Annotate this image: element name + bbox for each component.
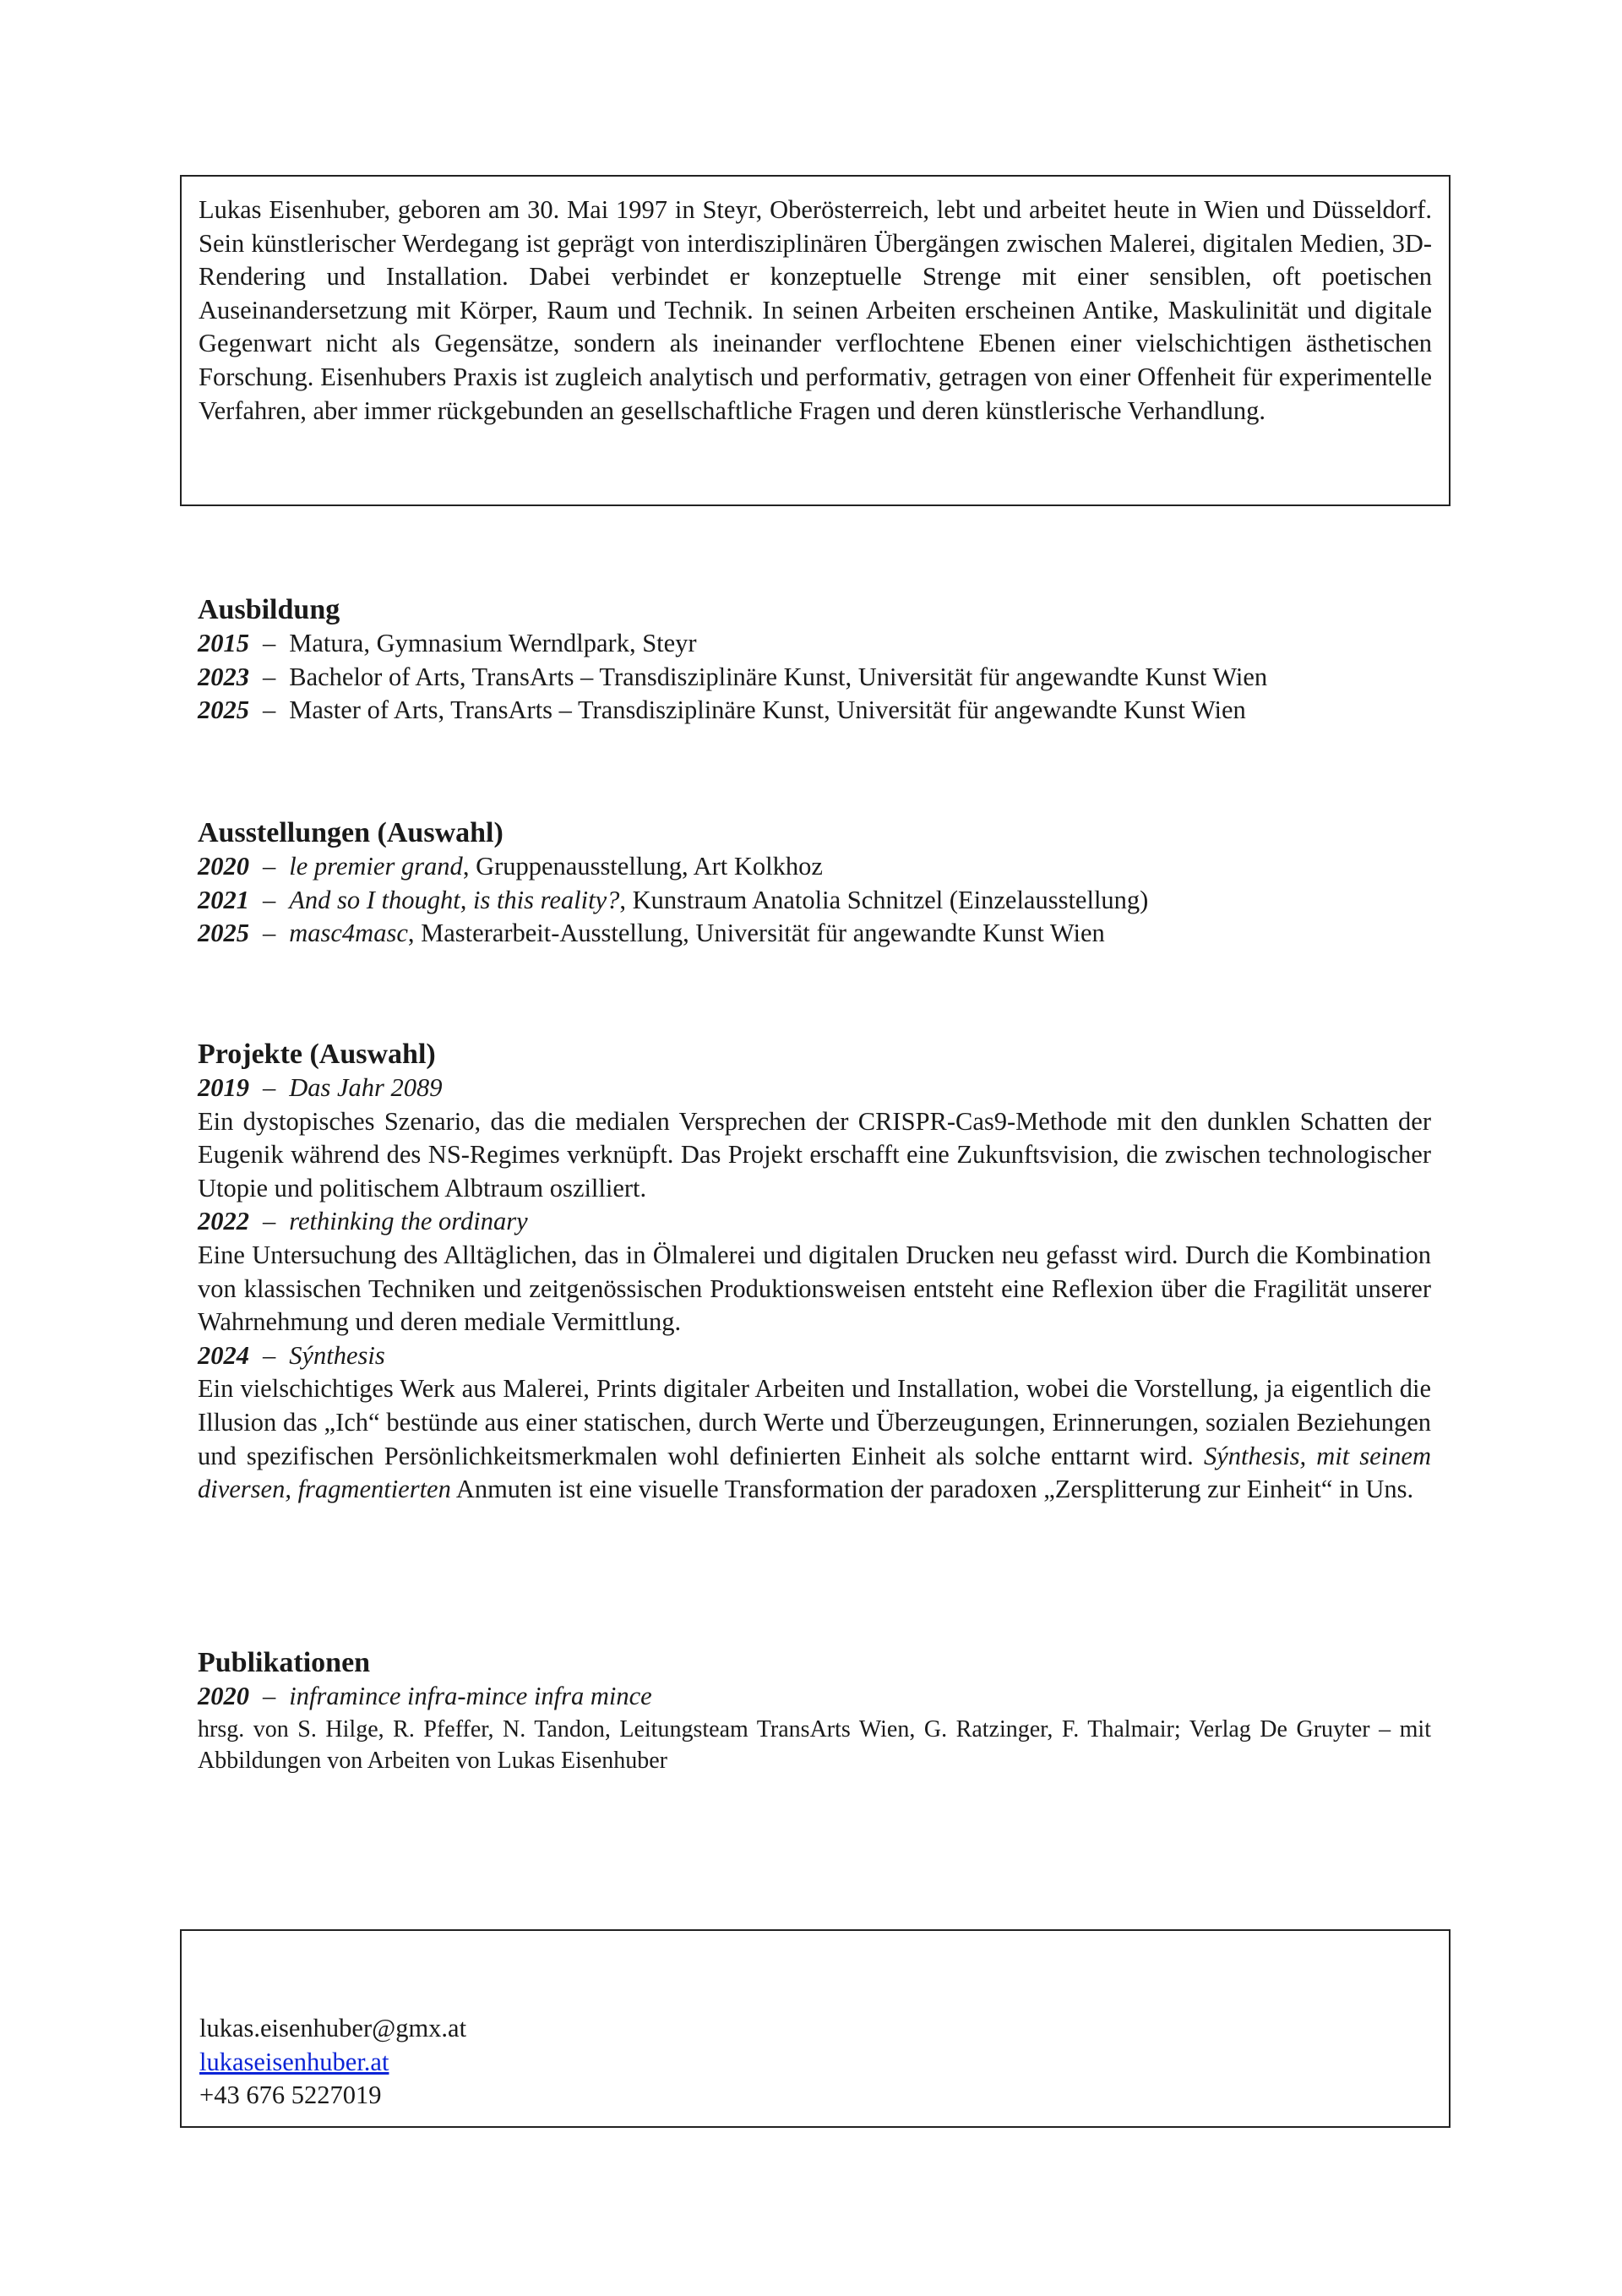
exhibition-title: le premier grand	[289, 852, 463, 881]
contact-website-link[interactable]: lukaseisenhuber.at	[199, 2047, 389, 2076]
project-description: Eine Untersuchung des Alltäglichen, das in Ölmalerei und digitalen Drucken neu gefasst wird. Durch die Kombination von klassischen Techniken und zeitgenössischen Produktionsweisen entsteht eine Reflexion über die Fragilität unserer Wahrnehmung und deren mediale Vermittlung.	[198, 1240, 1431, 1337]
project-description	[198, 1372, 1431, 1506]
project-header	[198, 1072, 1431, 1105]
exhibition-year: 2025	[198, 919, 249, 948]
separator-dash: –	[263, 1207, 276, 1236]
project-year: 2022	[198, 1207, 249, 1236]
separator-dash: –	[263, 919, 276, 948]
project-item	[198, 1339, 1431, 1507]
project-year: 2019	[198, 1073, 249, 1102]
publication-item	[198, 1680, 1431, 1776]
project-title: Das Jahr 2089	[289, 1073, 443, 1102]
biography-box	[180, 175, 1451, 506]
project-description-italic: Sýnthesis, mit seinem diversen, fragmentierten	[198, 1441, 1431, 1504]
education-item	[198, 627, 1431, 661]
separator-dash: –	[263, 662, 276, 691]
publication-description: hrsg. von S. Hilge, R. Pfeffer, N. Tandon, Leitungsteam TransArts Wien, G. Ratzinger, F. Thalmair; Verlag De Gruyter – mit Abbildungen von Arbeiten von Lukas Eisenhuber	[198, 1715, 1431, 1774]
projects-heading: Projekte (Auswahl)	[198, 1039, 436, 1070]
project-title: Sýnthesis	[289, 1340, 385, 1370]
education-year: 2025	[198, 695, 249, 725]
publication-header	[198, 1680, 1431, 1714]
exhibition-title: And so I thought, is this reality?	[289, 885, 620, 914]
contact-email[interactable]: lukas.eisenhuber@gmx.at	[199, 2014, 467, 2042]
publications-section	[198, 1646, 1431, 1776]
separator-dash: –	[263, 1073, 276, 1102]
contact-box	[180, 1929, 1451, 2128]
project-header	[198, 1205, 1431, 1239]
exhibition-text: , Kunstraum Anatolia Schnitzel (Einzelausstellung)	[619, 885, 1149, 914]
project-description-part: Anmuten ist eine visuelle Transformation der paradoxen „Zersplitterung zur Einheit“ in Uns.	[450, 1475, 1414, 1504]
education-year: 2015	[198, 629, 249, 657]
education-item	[198, 661, 1431, 695]
publication-year: 2020	[198, 1682, 249, 1710]
exhibitions-section	[198, 816, 1431, 951]
contact-phone[interactable]: +43 676 5227019	[199, 2081, 382, 2110]
separator-dash: –	[263, 885, 276, 914]
education-heading: Ausbildung	[198, 594, 340, 625]
education-year: 2023	[198, 662, 249, 691]
project-description-part: Ein vielschichtiges Werk aus Malerei, Prints digitaler Arbeiten und Installation, wobei die Vorstellung, ja eigentlich die Illusion das „Ich“ bestünde aus einer statischen, durch Werte und Überzeugungen, Erinnerungen, sozialen Beziehungen und spezifischen Persönlichkeitsmerkmalen wohl definierten Einheit als solche enttarnt wird.	[198, 1374, 1431, 1470]
project-title: rethinking the ordinary	[289, 1207, 528, 1236]
separator-dash: –	[263, 852, 276, 881]
project-description: Ein dystopisches Szenario, das die medialen Versprechen der CRISPR-Cas9-Methode mit den dunklen Schatten der Eugenik während des NS-Regimes verknüpft. Das Projekt erschafft eine Zukunftsvision, die zwischen technologischer Utopie und politischem Albtraum oszilliert.	[198, 1106, 1431, 1203]
project-header	[198, 1339, 1431, 1373]
education-text: Matura, Gymnasium Werndlpark, Steyr	[289, 629, 697, 657]
separator-dash: –	[263, 1340, 276, 1370]
exhibition-text: , Gruppenausstellung, Art Kolkhoz	[462, 852, 823, 881]
project-item	[198, 1072, 1431, 1205]
project-item	[198, 1205, 1431, 1339]
exhibition-item	[198, 850, 1431, 884]
separator-dash: –	[263, 1682, 276, 1710]
separator-dash: –	[263, 629, 276, 657]
education-text: Bachelor of Arts, TransArts – Transdisziplinäre Kunst, Universität für angewandte Kunst Wien	[289, 662, 1268, 691]
education-item	[198, 694, 1431, 728]
education-section	[198, 593, 1431, 728]
biography-text: Lukas Eisenhuber, geboren am 30. Mai 1997 in Steyr, Oberösterreich, lebt und arbeitet heute in Wien und Düsseldorf. Sein künstlerischer Werdegang ist geprägt von interdisziplinären Übergängen zwischen Malerei, digitalen Medien, 3D-Rendering und Installation. Dabei verbindet er konzeptuelle Strenge mit einer sensiblen, oft poetischen Auseinandersetzung mit Körper, Raum und Technik. In seinen Arbeiten erscheinen Antike, Maskulinität und digitale Gegenwart nicht als Gegensätze, sondern als ineinander verflochtene Ebenen einer vielschichtigen ästhetischen Forschung. Eisenhubers Praxis ist zugleich analytisch und performativ, getragen von einer Offenheit für experimentelle Verfahren, aber immer rückgebunden an gesellschaftliche Fragen und deren künstlerische Verhandlung.	[199, 195, 1432, 425]
education-text: Master of Arts, TransArts – Transdisziplinäre Kunst, Universität für angewandte Kunst Wien	[289, 695, 1246, 725]
publication-title: inframince infra-mince infra mince	[289, 1682, 652, 1710]
publications-heading: Publikationen	[198, 1647, 371, 1678]
exhibition-year: 2021	[198, 885, 249, 914]
exhibition-item	[198, 917, 1431, 951]
exhibition-item	[198, 884, 1431, 918]
exhibition-year: 2020	[198, 852, 249, 881]
separator-dash: –	[263, 695, 276, 725]
exhibitions-heading: Ausstellungen (Auswahl)	[198, 817, 503, 848]
project-year: 2024	[198, 1340, 249, 1370]
projects-section	[198, 1038, 1431, 1507]
exhibition-title: masc4masc	[289, 919, 408, 948]
exhibition-text: , Masterarbeit-Ausstellung, Universität für angewandte Kunst Wien	[407, 919, 1105, 948]
